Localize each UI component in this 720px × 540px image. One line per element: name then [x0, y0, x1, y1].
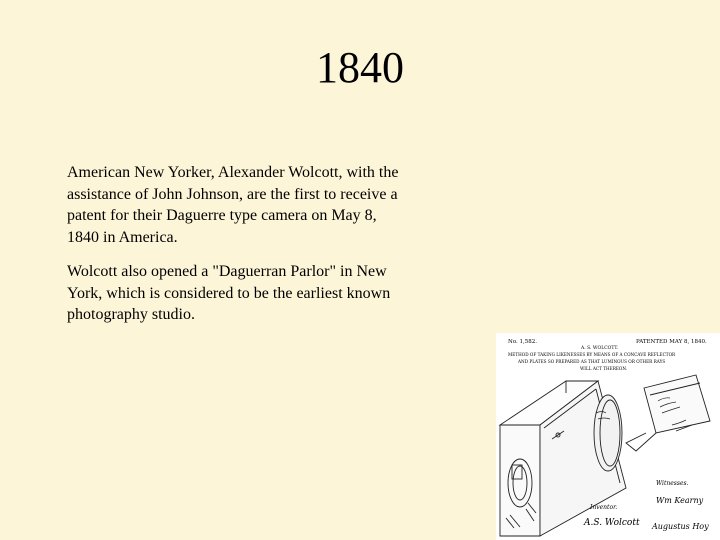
slide-body — [67, 162, 412, 339]
witness-signature-1: Wm Kearny — [656, 496, 704, 505]
paragraph-patent: American New Yorker, Alexander Wolcott, with the assistance of John Johnson, are the first to receive a patent for their Daguerre type camera on May 8, 1840 in America. — [67, 164, 399, 246]
camera-box-drawing — [500, 381, 626, 536]
patent-drawing-image — [496, 333, 720, 540]
patent-caption-line-3: WILL ACT THEREON. — [580, 366, 628, 371]
witnesses-label: Witnesses. — [656, 480, 689, 487]
inventor-label: Inventor. — [590, 504, 618, 511]
inventor-signature: A.S. Wolcott — [584, 518, 640, 528]
patent-inventor-name: A. S. WOLCOTT. — [581, 346, 619, 351]
paragraph-parlor: Wolcott also opened a "Daguerran Parlor" in New York, which is considered to be the earliest known photography studio. — [67, 263, 391, 323]
witness-signature-2: Augustus Hoy — [652, 522, 709, 531]
patent-date: PATENTED MAY 8, 1840. — [636, 339, 707, 345]
patent-drawing-svg — [496, 333, 720, 540]
patent-number: No. 1,582. — [508, 339, 538, 345]
slide-title: 1840 — [316, 43, 404, 92]
patent-caption-line-1: METHOD OF TAKING LIKENESSES BY MEANS OF A CONCAVE REFLECTOR — [508, 352, 676, 357]
patent-caption-line-2: AND PLATES SO PREPARED AS THAT LUMINOUS OR OTHER RAYS — [518, 359, 666, 364]
